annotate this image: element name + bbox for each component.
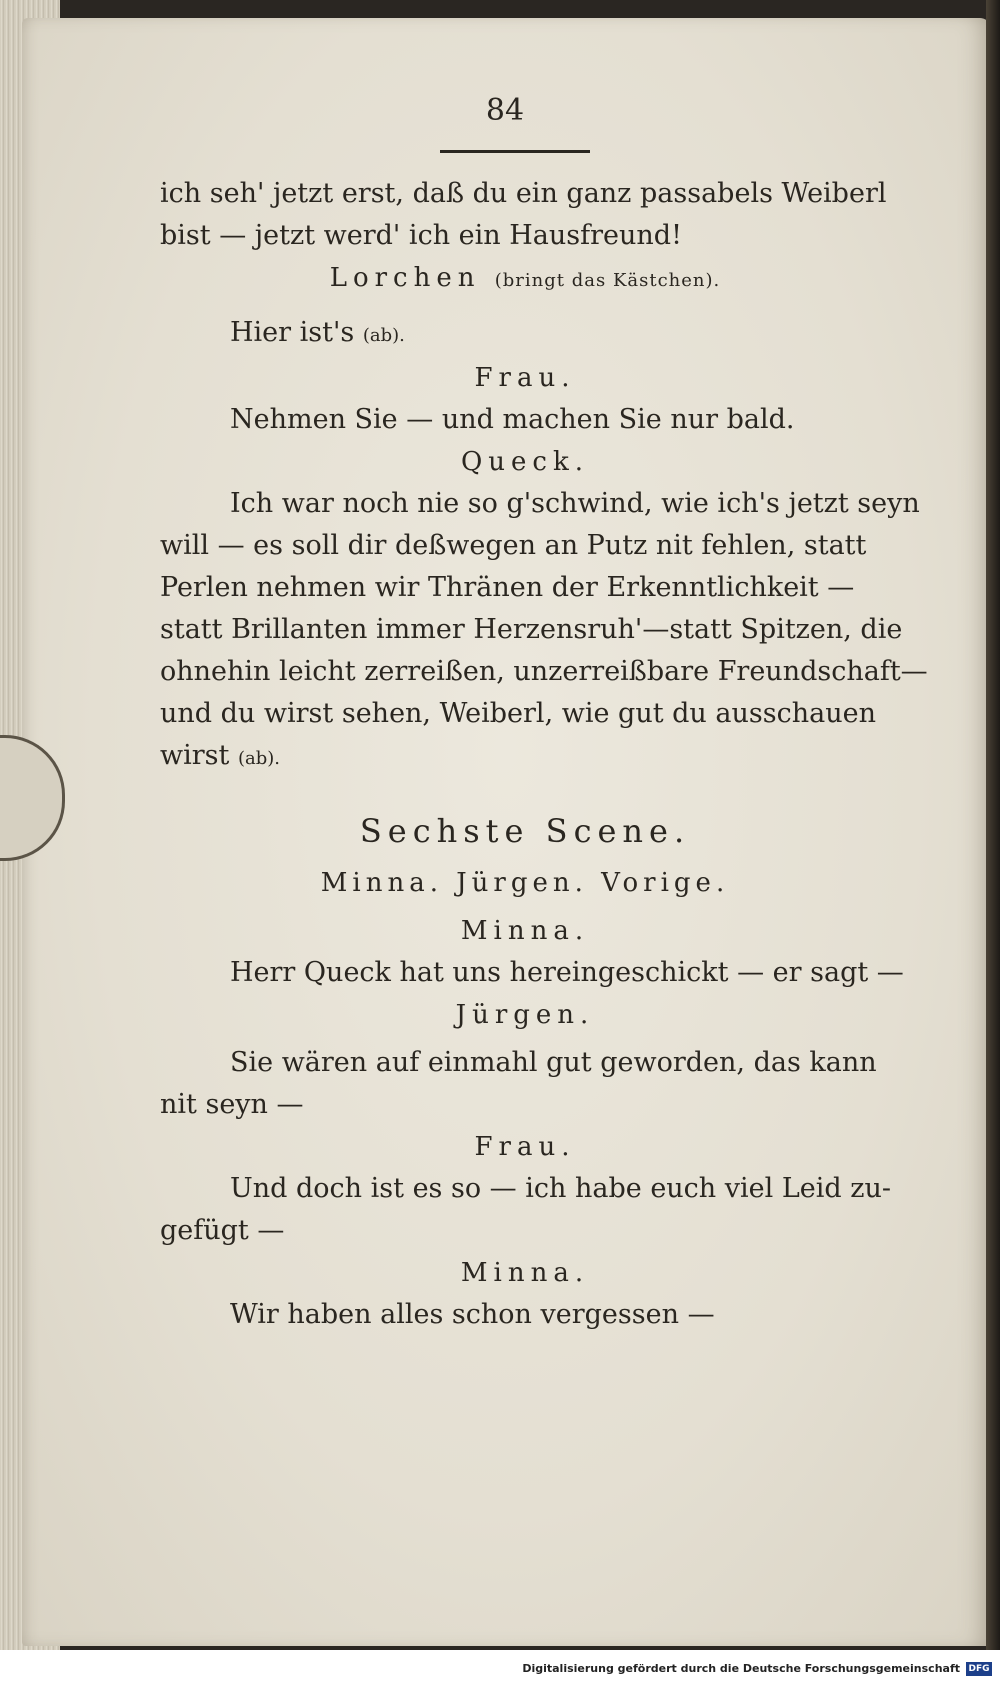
text-line: Ich war noch nie so g'schwind, wie ich's jetzt seyn: [230, 488, 920, 519]
digitization-credit: Digitalisierung gefördert durch die Deutsche Forschungsgemeinschaft: [522, 1662, 960, 1675]
text-line: Sie wären auf einmahl gut geworden, das kann: [230, 1047, 877, 1078]
text-line: bist — jetzt werd' ich ein Hausfreund!: [160, 220, 682, 251]
speaker-heading: Minna.: [460, 916, 590, 946]
speaker-heading: Queck.: [460, 447, 590, 477]
speaker-heading: Minna.: [460, 1258, 590, 1288]
header-rule: [440, 150, 590, 153]
page-number: 84: [485, 93, 525, 128]
text-line: Herr Queck hat uns hereingeschickt — er sagt —: [230, 957, 904, 988]
stage-direction: (ab).: [237, 748, 280, 769]
speaker-name: Lorchen: [329, 263, 481, 293]
text-line: ich seh' jetzt erst, daß du ein ganz passabels Weiberl: [160, 178, 887, 209]
speaker-heading: Frau.: [474, 363, 576, 393]
speaker-heading: [160, 257, 890, 302]
text-line: will — es soll dir deßwegen an Putz nit fehlen, statt: [160, 530, 867, 561]
dfg-logo: DFG: [966, 1662, 992, 1676]
page-text: [160, 90, 928, 1336]
stage-direction: (ab).: [362, 325, 405, 346]
text-line: Und doch ist es so — ich habe euch viel Leid zu-: [230, 1173, 892, 1204]
scene-title: Sechste Scene.: [359, 812, 691, 850]
text-line: Nehmen Sie — und machen Sie nur bald.: [230, 404, 795, 435]
cast-list: Minna. Jürgen. Vorige.: [320, 868, 730, 898]
text-line: statt Brillanten immer Herzensruh'—statt Spitzen, die: [160, 614, 903, 645]
text-line: gefügt —: [160, 1215, 285, 1246]
line-text: wirst: [160, 740, 230, 771]
text-line: [160, 735, 890, 780]
text-line: ohnehin leicht zerreißen, unzerreißbare Freundschaft—: [160, 656, 928, 687]
text-line: nit seyn —: [160, 1089, 304, 1120]
text-line: [160, 312, 890, 357]
stage-direction: (bringt das Kästchen).: [494, 270, 721, 291]
text-line: und du wirst sehen, Weiberl, wie gut du ausschauen: [160, 698, 876, 729]
line-text: Hier ist's: [230, 317, 355, 348]
text-line: Wir haben alles schon vergessen —: [230, 1299, 715, 1330]
book-cover-edge: [986, 0, 1000, 1683]
speaker-heading: Frau.: [474, 1132, 576, 1162]
text-line: Perlen nehmen wir Thränen der Erkenntlichkeit —: [160, 572, 855, 603]
speaker-heading: Jürgen.: [455, 1000, 595, 1030]
